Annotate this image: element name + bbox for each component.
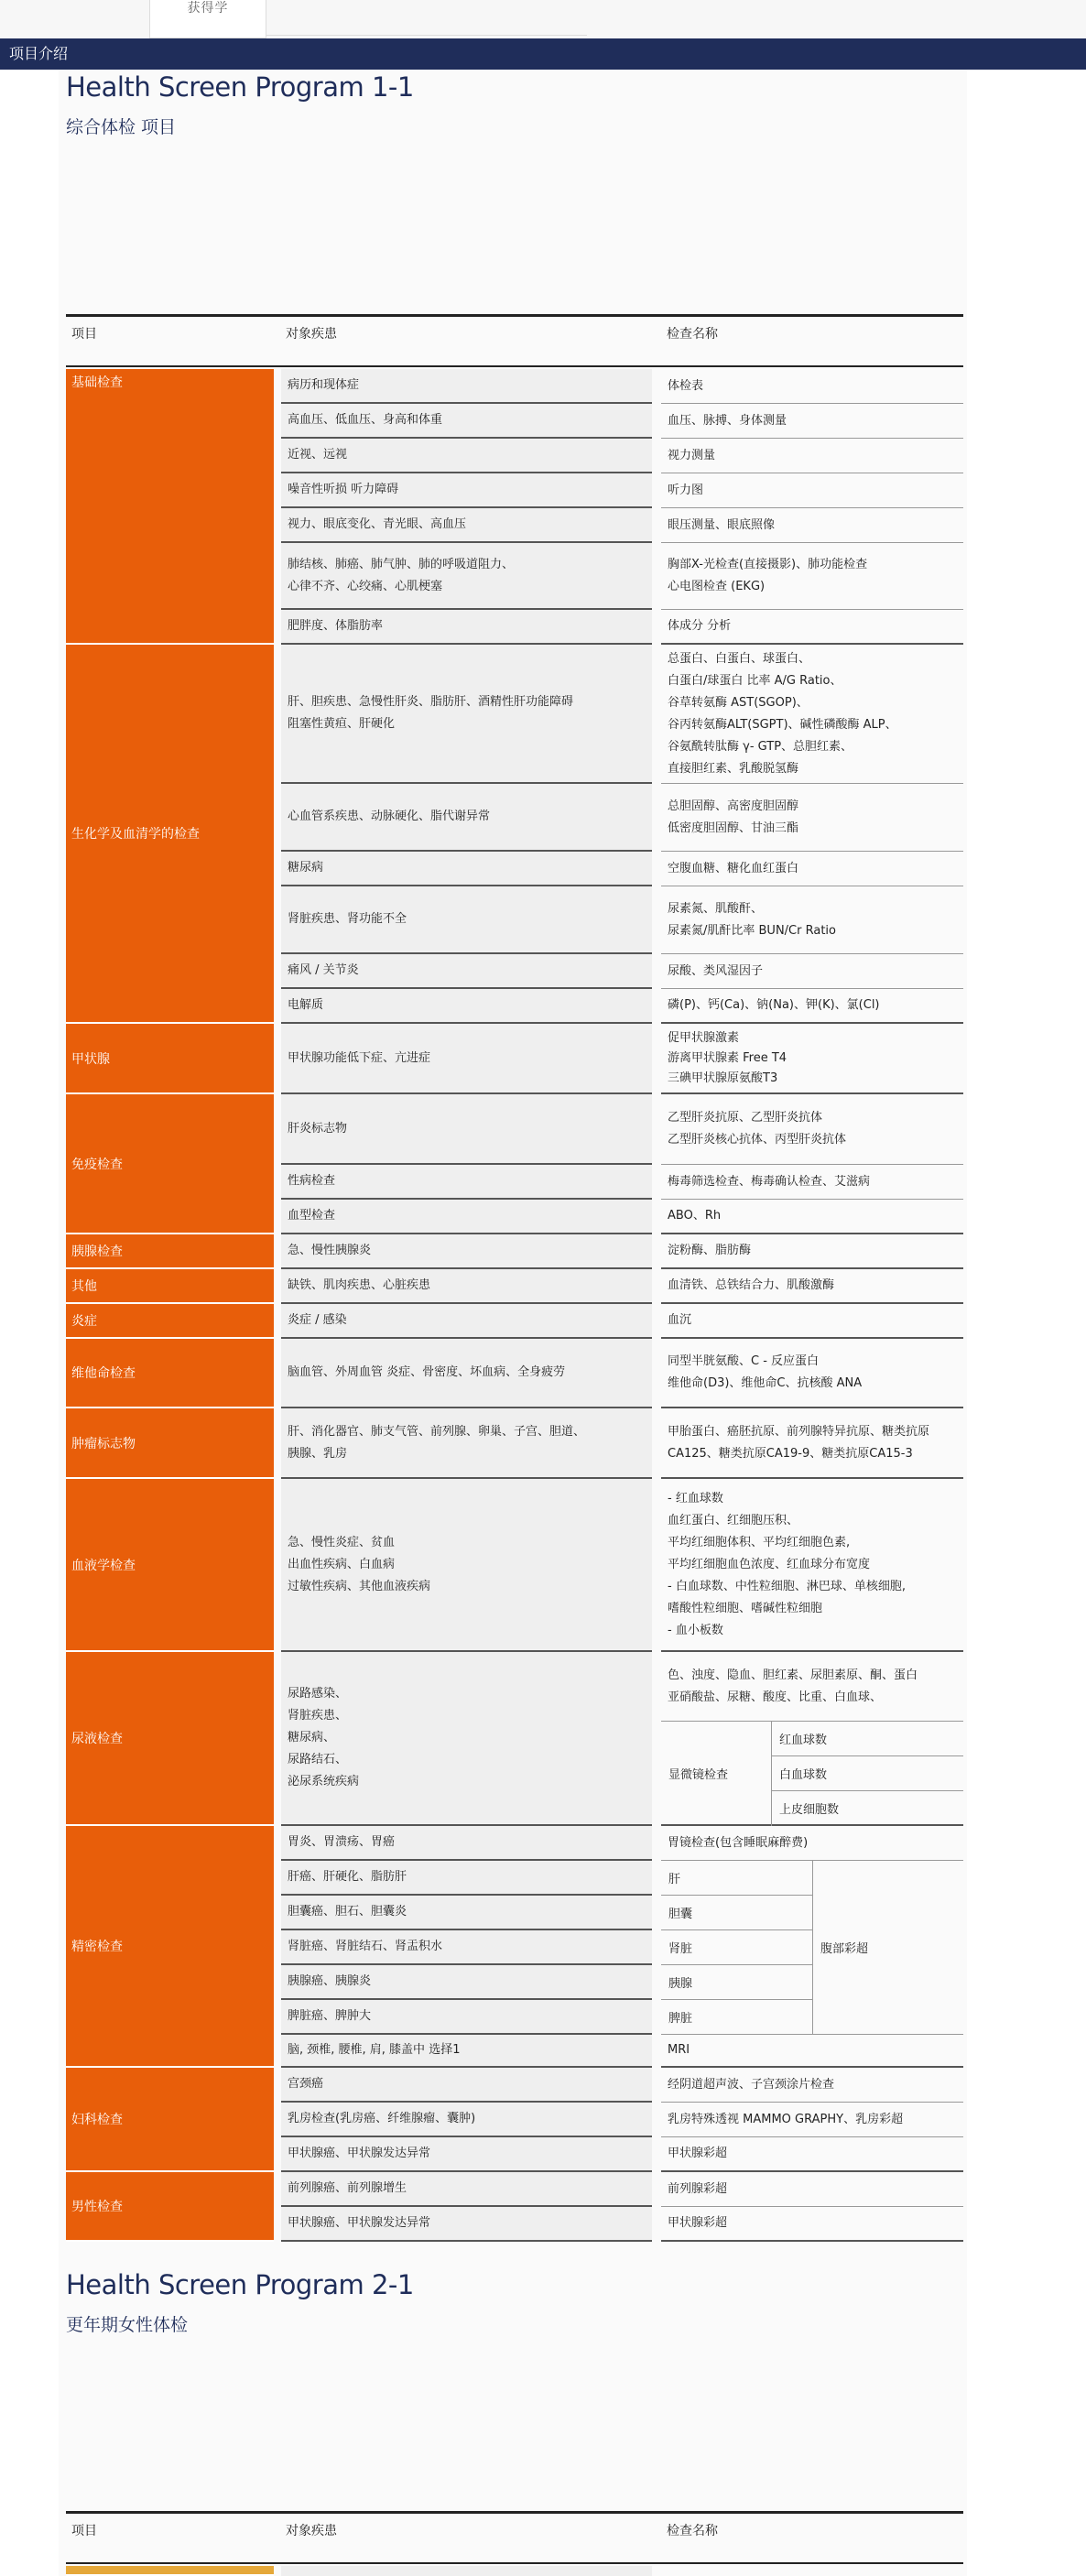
category-vitamin: 维他命检查 <box>66 1339 274 1408</box>
disease-cell: 病历和现体症 <box>281 369 652 404</box>
disease-cell: 脑, 颈椎, 腰椎, 肩, 膝盖中 选择1 <box>281 2035 652 2068</box>
disease-cell: 肝、胆疾患、急慢性肝炎、脂肪肝、酒精性肝功能障碍 阻塞性黄疸、肝硬化 <box>281 645 652 784</box>
check-cell: 同型半胱氨酸、C - 反应蛋白 维他命(D3)、维他命C、抗核酸 ANA <box>661 1339 963 1408</box>
category-gyn: 妇科检查 <box>66 2068 274 2172</box>
check-cell: 空腹血糖、糖化血红蛋白 <box>661 852 963 886</box>
check-cell: 视力测量 <box>661 439 963 473</box>
disease-cell: 急、慢性胰腺炎 <box>281 1234 652 1269</box>
check-cell: 血沉 <box>661 1304 963 1339</box>
disease-cell: 炎症 / 感染 <box>281 1304 652 1339</box>
category-cell <box>66 2566 274 2576</box>
category-immune: 免疫检查 <box>66 1094 274 1234</box>
check-cell: MRI <box>661 2035 963 2068</box>
disease-cell: 胆囊癌、胆石、胆囊炎 <box>281 1896 652 1930</box>
disease-cell: 宫颈癌 <box>281 2068 652 2103</box>
disease-cell: 甲状腺功能低下症、亢进症 <box>281 1024 652 1094</box>
check-cell: 血压、脉搏、身体测量 <box>661 404 963 439</box>
disease-cell: 肾脏疾患、肾功能不全 <box>281 886 652 954</box>
disease-cell: 乳房检查(乳房癌、纤维腺瘤、囊肿) <box>281 2103 652 2137</box>
disease-cell: 甲状腺癌、甲状腺发达异常 <box>281 2207 652 2242</box>
program-subtitle: 更年期女性体检 <box>66 2315 189 2335</box>
urine-micro-item: 红血球数 <box>772 1722 963 1756</box>
section-title-bar: 项目介绍 <box>0 38 1086 70</box>
category-tumor: 肿瘤标志物 <box>66 1408 274 1479</box>
category-inflammation: 炎症 <box>66 1304 274 1339</box>
check-cell: 梅毒筛选检查、梅毒确认检查、艾滋病 <box>661 1165 963 1200</box>
check-cell: 乳房特殊透视 MAMMO GRAPHY、乳房彩超 <box>661 2103 963 2137</box>
program-title: Health Screen Program 1-1 <box>66 71 414 103</box>
check-cell: 色、浊度、隐血、胆红素、尿胆素原、酮、蛋白 亚硝酸盐、尿糖、酸度、比重、白血球、 <box>661 1652 963 1722</box>
check-cell: 经阴道超声波、子宫颈涂片检查 <box>661 2068 963 2103</box>
category-precision: 精密检查 <box>66 1826 274 2068</box>
tab-divider <box>266 35 587 36</box>
check-cell: 体检表 <box>661 369 963 404</box>
disease-cell: 视力、眼底变化、青光眼、高血压 <box>281 508 652 543</box>
check-cell: - 红血球数 血红蛋白、红细胞压积、 平均红细胞体积、平均红细胞色素, 平均红细胞血色浓度、红血球分布宽度 - 白血球数、中性粒细胞、淋巴球、单核细胞, 嗜酸性粒细胞、嗜碱性粒细胞 - 血小板数 <box>661 1479 963 1652</box>
disease-cell: 胰腺癌、胰腺炎 <box>281 1965 652 2000</box>
check-cell: 胸部X-光检查(直接摄影)、肺功能检查 心电图检查 (EKG) <box>661 543 963 610</box>
organ-cell: 胆囊 <box>661 1896 812 1930</box>
category-blood: 血液学检查 <box>66 1479 274 1652</box>
organ-cell: 肾脏 <box>661 1930 812 1965</box>
category-male: 男性检查 <box>66 2172 274 2242</box>
check-cell: 听力图 <box>661 473 963 508</box>
category-thyroid: 甲状腺 <box>66 1024 274 1094</box>
table-header <box>66 2511 963 2564</box>
disease-cell: 血型检查 <box>281 1200 652 1234</box>
table-header <box>66 314 963 367</box>
disease-cell: 痛风 / 关节炎 <box>281 954 652 989</box>
disease-cell: 电解质 <box>281 989 652 1024</box>
disease-cell: 脑血管、外周血管 炎症、骨密度、坏血病、全身疲劳 <box>281 1339 652 1408</box>
disease-cell: 甲状腺癌、甲状腺发达异常 <box>281 2137 652 2172</box>
check-cell: 促甲状腺激素 游离甲状腺素 Free T4 三碘甲状腺原氨酸T3 <box>661 1024 963 1094</box>
abdominal-ultrasound-label: 腹部彩超 <box>813 1861 963 2035</box>
category-biochem: 生化学及血清学的检查 <box>66 645 274 1024</box>
header-check: 检查名称 <box>667 327 718 342</box>
header-disease: 对象疾患 <box>286 2524 337 2538</box>
check-cell: 甲胎蛋白、癌胚抗原、前列腺特异抗原、糖类抗原 CA125、糖类抗原CA19-9、糖类抗原CA15-3 <box>661 1408 963 1479</box>
check-cell: 胃镜检查(包含睡眠麻醉费) <box>661 1826 963 1861</box>
disease-cell: 肝炎标志物 <box>281 1094 652 1165</box>
category-pancreas: 胰腺检查 <box>66 1234 274 1269</box>
check-cell: 体成分 分析 <box>661 610 963 645</box>
check-cell: 甲状腺彩超 <box>661 2137 963 2172</box>
header-item: 项目 <box>71 327 97 342</box>
urine-microscope-label: 显微镜检查 <box>661 1722 771 1826</box>
check-cell: 甲状腺彩超 <box>661 2207 963 2242</box>
disease-cell <box>281 2566 652 2576</box>
disease-cell: 前列腺癌、前列腺增生 <box>281 2172 652 2207</box>
disease-cell: 尿路感染、 肾脏疾患、 糖尿病、 尿路结石、 泌尿系统疾病 <box>281 1652 652 1826</box>
disease-cell: 肥胖度、体脂肪率 <box>281 610 652 645</box>
check-cell: 乙型肝炎抗原、乙型肝炎抗体 乙型肝炎核心抗体、丙型肝炎抗体 <box>661 1094 963 1165</box>
disease-cell: 缺铁、肌肉疾患、心脏疾患 <box>281 1269 652 1304</box>
program-title: Health Screen Program 2-1 <box>66 2269 414 2300</box>
category-urine: 尿液检查 <box>66 1652 274 1826</box>
disease-cell: 肾脏癌、肾脏结石、肾盂积水 <box>281 1930 652 1965</box>
check-cell: 前列腺彩超 <box>661 2172 963 2207</box>
disease-cell: 近视、远视 <box>281 439 652 473</box>
check-cell: 总蛋白、白蛋白、球蛋白、 白蛋白/球蛋白 比率 A/G Ratio、 谷草转氨酶 AST(SGOP)、 谷丙转氨酶ALT(SGPT)、碱性磷酸酶 ALP、 谷氨酰转肽酶 γ- GTP、总胆红素、 直接胆红素、乳酸脱氢酶 <box>661 645 963 784</box>
organ-cell: 胰腺 <box>661 1965 812 2000</box>
check-cell: 尿素氮、肌酸酐、 尿素氮/肌酐比率 BUN/Cr Ratio <box>661 886 963 954</box>
program-subtitle: 综合体检 项目 <box>66 117 177 137</box>
check-cell: 血清铁、总铁结合力、肌酸激酶 <box>661 1269 963 1304</box>
tab-item[interactable]: 获得学 <box>149 0 266 38</box>
header-disease: 对象疾患 <box>286 327 337 342</box>
check-cell: 总胆固醇、高密度胆固醇 低密度胆固醇、甘油三酯 <box>661 784 963 852</box>
check-cell: 磷(P)、钙(Ca)、钠(Na)、钾(K)、氯(Cl) <box>661 989 963 1024</box>
disease-cell: 心血管系疾患、动脉硬化、脂代谢异常 <box>281 784 652 852</box>
check-cell: 尿酸、类风湿因子 <box>661 954 963 989</box>
category-other: 其他 <box>66 1269 274 1304</box>
urine-micro-item: 白血球数 <box>772 1756 963 1791</box>
check-cell: 淀粉酶、脂肪酶 <box>661 1234 963 1269</box>
disease-cell: 胃炎、胃溃疡、胃癌 <box>281 1826 652 1861</box>
disease-cell: 脾脏癌、脾肿大 <box>281 2000 652 2035</box>
disease-cell: 糖尿病 <box>281 852 652 886</box>
check-cell: 眼压测量、眼底照像 <box>661 508 963 543</box>
category-basic: 基础检查 <box>66 369 274 645</box>
disease-cell: 噪音性听损 听力障碍 <box>281 473 652 508</box>
disease-cell: 性病检查 <box>281 1165 652 1200</box>
top-tab-strip <box>0 0 1086 38</box>
disease-cell: 急、慢性炎症、贫血 出血性疾病、白血病 过敏性疾病、其他血液疾病 <box>281 1479 652 1652</box>
header-check: 检查名称 <box>667 2524 718 2538</box>
disease-cell: 高血压、低血压、身高和体重 <box>281 404 652 439</box>
urine-micro-item: 上皮细胞数 <box>772 1791 963 1826</box>
organ-cell: 肝 <box>661 1861 812 1896</box>
disease-cell: 肺结核、肺癌、肺气肿、肺的呼吸道阻力、 心律不齐、心绞痛、心肌梗塞 <box>281 543 652 610</box>
check-cell: ABO、Rh <box>661 1200 963 1234</box>
header-item: 项目 <box>71 2524 97 2538</box>
disease-cell: 肝癌、肝硬化、脂肪肝 <box>281 1861 652 1896</box>
disease-cell: 肝、消化器官、肺支气管、前列腺、卵巢、子宫、胆道、 胰腺、乳房 <box>281 1408 652 1479</box>
organ-cell: 脾脏 <box>661 2000 812 2035</box>
